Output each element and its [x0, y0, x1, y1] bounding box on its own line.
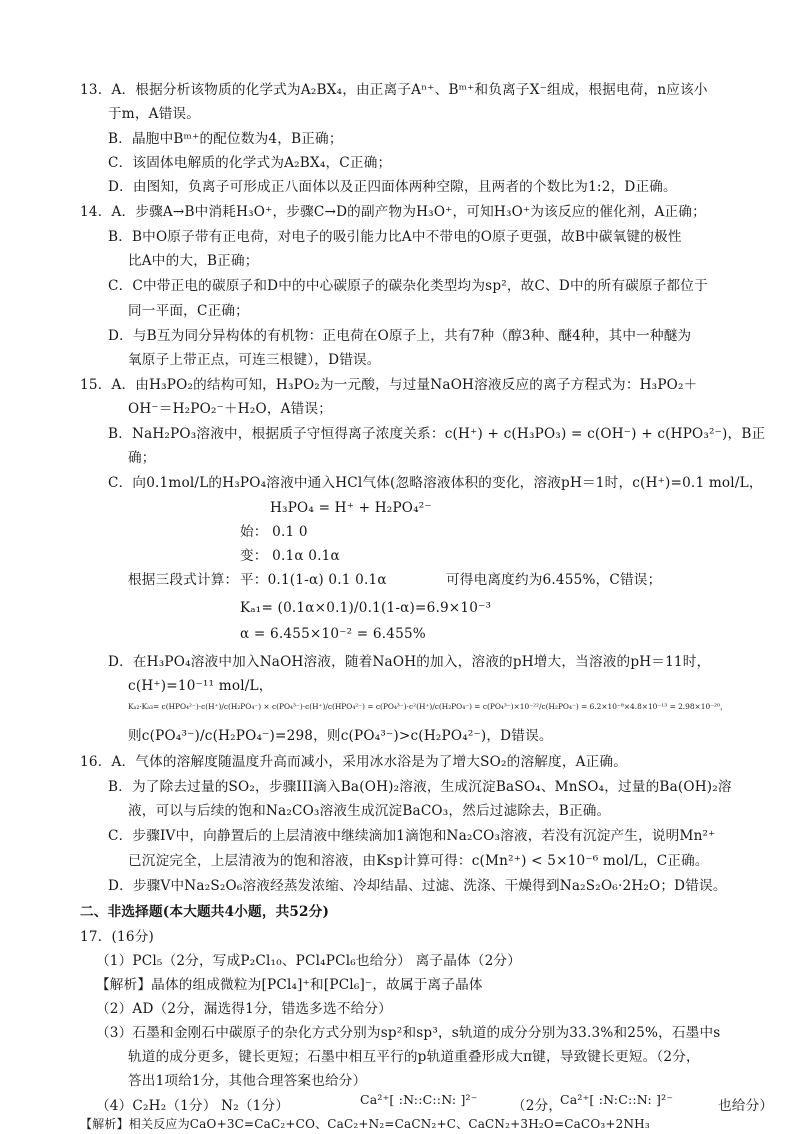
q15-b: B．NaH₂PO₃溶液中，根据质子守恒得离子浓度关系：c(H⁺) + c(H₃PO₃) = c(OH⁻) + c(HPO₃²⁻)，B正 [108, 426, 766, 442]
q16-d: D．步骤V中Na₂S₂O₆溶液经蒸发浓缩、冷却结晶、过滤、洗涤、干燥得到Na₂S₂O₆·2H₂O；D错误。 [108, 878, 727, 894]
q17-part3-cont: 轨道的成分更多，键长更短；石墨中相互平行的p轨道重叠形成大π键，导致键长更短。（2分， [128, 1049, 700, 1065]
q16-b-cont: 液，可以与后续的饱和Na₂CO₃溶液生成沉淀BaCO₃，然后过滤除去，B正确。 [128, 803, 611, 819]
q15-d-cont: c(H⁺)=10⁻¹¹ mol/L， [128, 678, 273, 694]
q17-part2: （2）AD（2分，漏选得1分，错选多选不给分） [96, 1001, 392, 1017]
q15-c-row-equilibrium: 平：0.1(1-α) 0.1 0.1α [240, 572, 387, 588]
q14-c: C．C中带正电的碳原子和D中的中心碳原子的碳杂化类型均为sp²，故C、D中的所有碳原子都位于 [108, 278, 708, 294]
q15-c: C．向0.1mol/L的H₃PO₄溶液中通入HCl气体(忽略溶液体积的变化，溶液pH＝1时，c(H⁺)=0.1 mol/L， [108, 475, 763, 491]
q15-c-row-change: 变： 0.1α 0.1α [240, 548, 340, 564]
q13-d: D．由图知，负离子可形成正八面体以及正四面体两种空隙，且两者的个数比为1:2，D正确。 [108, 179, 677, 195]
q17-head: 17．(16分) [80, 929, 154, 945]
q16-b: B．为了除去过量的SO₂，步骤III滴入Ba(OH)₂溶液，生成沉淀BaSO₄、MnSO₄，过量的Ba(OH)₂溶 [108, 779, 732, 795]
q15-b-cont: 确； [128, 450, 156, 466]
q15-c-alpha: α = 6.455×10⁻² = 6.455% [240, 626, 426, 642]
q16-c-cont: 已沉淀完全，上层清液为的饱和溶液，由Ksp计算可得：c(Mn²⁺) < 5×10⁻⁶ mol/L，C正确。 [128, 853, 709, 869]
q14-a: 14．A．步骤A→B中消耗H₃O⁺，步骤C→D的副产物为H₃O⁺，可知H₃O⁺为该反应的催化剂，A正确； [80, 204, 706, 220]
q17-analysis: 【解析】相关反应为CaO+3C=CaC₂+CO、CaC₂+N₂=CaCN₂+C、CaCN₂+3H₂O=CaCO₃+2NH₃ [80, 1117, 650, 1131]
q17-part4-end: 也给分） [718, 1098, 774, 1114]
q15-c-result: 可得电离度约为6.455%，C错误； [446, 572, 662, 588]
q14-b: B．B中O原子带有正电荷，对电子的吸引能力比A中不带电的O原子更强，故B中碳氧键的极性 [108, 229, 682, 245]
q15-d-conclusion: 则c(PO₄³⁻)/c(H₂PO₄⁻)=298，则c(PO₄³⁻)>c(H₂PO₄²⁻)，D错误。 [128, 728, 553, 744]
q15-c-ka: Kₐ₁= (0.1α×0.1)/0.1(1-α)=6.9×10⁻³ [240, 600, 492, 616]
q15-c-row-start: 始： 0.1 0 [240, 524, 308, 540]
q15-c-lead: 根据三段式计算： [128, 572, 239, 588]
q17-part4-mid: （2分， [512, 1098, 563, 1114]
q17-part1-note: 【解析】晶体的组成微粒为[PCl₄]⁺和[PCl₆]⁻，故属于离子晶体 [96, 977, 483, 993]
q13-a-cont: 于m，A错误。 [108, 106, 201, 122]
q14-d-cont: 氧原子上带正点，可连三根键），D错误。 [128, 352, 381, 368]
q15-a-cont: OH⁻＝H₂PO₂⁻＋H₂O，A错误； [128, 401, 333, 417]
q17-part4: （4）C₂H₂（1分） N₂（1分） [96, 1098, 290, 1114]
q16-c: C．步骤IV中，向静置后的上层清液中继续滴加1滴饱和Na₂CO₃溶液，若没有沉淀产生，说明Mn²⁺ [108, 828, 716, 844]
q15-d: D．在H₃PO₄溶液中加入NaOH溶液，随着NaOH的加入，溶液的pH增大，当溶液的pH＝11时， [108, 654, 711, 670]
q13-a: 13．A．根据分析该物质的化学式为A₂BX₄，由正离子Aⁿ⁺、Bᵐ⁺和负离子X⁻组成，根据电荷，n应该小 [80, 82, 708, 98]
q14-d: D．与B互为同分异构体的有机物：正电荷在O原子上，共有7种（醇3种、醚4种，其中一种醚为 [108, 328, 692, 344]
q14-c-cont: 同一平面，C正确； [128, 303, 249, 319]
q17-electron-formula-1: Ca²⁺[ :N::C::N: ]²⁻ [360, 1092, 478, 1107]
q15-a: 15．A．由H₃PO₂的结构可知，H₃PO₂为一元酸，与过量NaOH溶液反应的离子方程式为：H₃PO₂＋ [80, 377, 698, 393]
q14-b-cont: 比A中的大，B正确； [128, 253, 259, 269]
q17-part3: （3）石墨和金刚石中碳原子的杂化方式分别为sp²和sp³，s轨道的成分分别为33.3%和25%，石墨中s [96, 1025, 721, 1041]
q17-part3-cont2: 答出1项给1分，其他合理答案也给分） [128, 1073, 367, 1089]
q17-electron-formula-2: Ca²⁺[ :N:C::N: ]²⁻ [560, 1092, 674, 1107]
section-title: 二、非选择题(本大题共4小题，共52分) [80, 904, 330, 920]
q13-c: C．该固体电解质的化学式为A₂BX₄，C正确； [108, 155, 392, 171]
q15-d-formula: Kₐ₂·Kₐ₃= c(HPO₄²⁻)·c(H⁺)/c(H₂PO₄⁻) × c(PO₄³⁻)·c(H⁺)/c(HPO₄²⁻) = c(PO₄³⁻)·c²(H⁺)/c(H₂PO₄⁻) = c(PO₄³⁻)×10⁻²²/c(H₂PO₄⁻) = 6.2×10⁻⁸×4.8×10⁻¹³ = 2.98×10⁻²⁰， [128, 702, 728, 711]
q15-c-equation: H₃PO₄ = H⁺ + H₂PO₄²⁻ [270, 500, 432, 516]
q17-part1: （1）PCl₅（2分，写成P₂Cl₁₀、PCl₄PCl₆也给分） 离子晶体（2分） [96, 953, 522, 969]
q16-a: 16．A．气体的溶解度随温度升高而减小，采用冰水浴是为了增大SO₂的溶解度，A正确。 [80, 754, 628, 770]
q13-b: B．晶胞中Bᵐ⁺的配位数为4，B正确； [108, 131, 343, 147]
